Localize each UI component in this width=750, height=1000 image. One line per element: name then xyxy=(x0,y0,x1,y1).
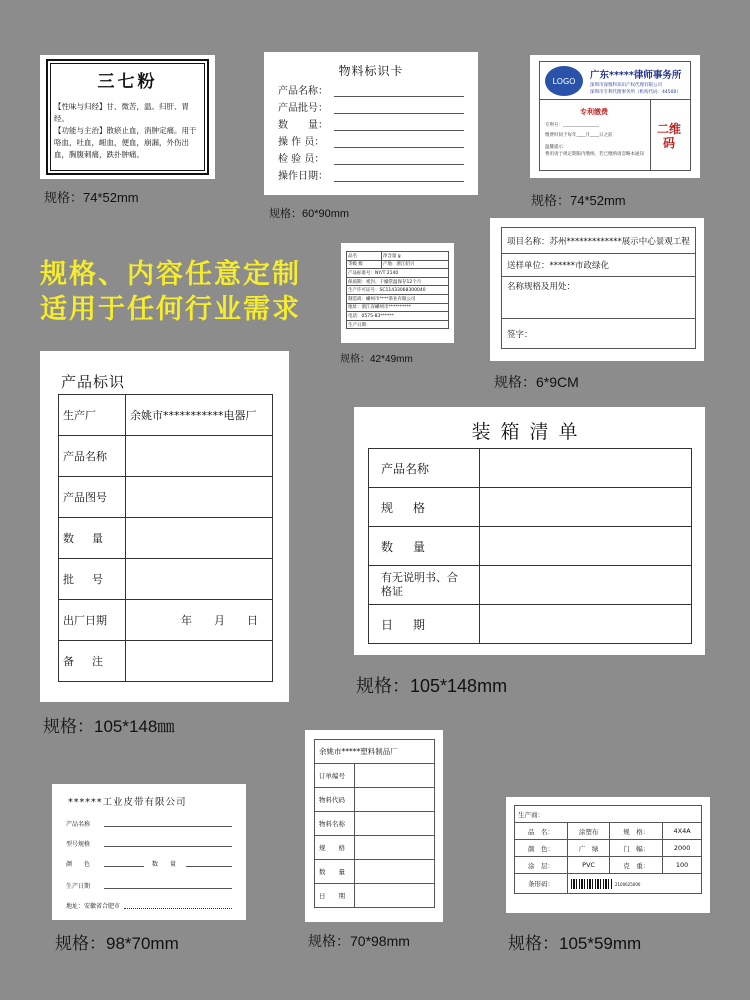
label-table: 产品名称 规格 数量 有无说明书、合格证 日期 xyxy=(368,448,692,644)
label-table: 项目名称：苏州*************展示中心景观工程 送样单位：******市政绿化 名称规格及用处： 签字： xyxy=(501,227,696,349)
label-card-cloth xyxy=(506,797,710,913)
label-table: 生产厂 余姚市***********电器厂 产品名称 产品图号 数量 批号 出厂日期 年 月 日 备注 xyxy=(58,394,273,682)
qr-code-placeholder: 二维码 xyxy=(657,122,682,150)
firm-sub: 深圳市深慎科知识产权代理有限公司 xyxy=(590,83,662,88)
label-card-lawyer: LOGO 广东*****律师事务所 深圳市深慎科知识产权代理有限公司 深圳市专利代理事务所（机构代码：44500） 专利缴费 专利号：________________ 缴费时间于每年____月____日之前 温馨提示： 费用请于规定期限内缴纳，若已缴纳请忽略本通知 二维码 xyxy=(530,55,700,178)
label-card-product xyxy=(40,351,289,702)
spec-label: 规格：105*148mm xyxy=(356,676,508,696)
spec-label: 规格：60*90mm xyxy=(269,208,350,220)
card-body: 【性味与归经】甘、微苦，温。归肝、胃经。 【功能与主治】散瘀止血，消肿定痛。用于咯血，吐血，衄血，便血，崩漏，外伤出血，胸腹刺痛，跌扑肿痛。 xyxy=(54,102,197,159)
spec-label: 规格：105*148㎜ xyxy=(43,717,175,736)
label-table: 生产商： 品 名： 涂塑布 规 格： 4X4A 颜 色： 广 绿 门 幅： 2000 涂 层： PVC 克 重： 100 条形码： 2100625006 xyxy=(514,805,702,894)
form-row: 检 验 员： xyxy=(278,148,464,165)
barcode-number: 2100625006 xyxy=(614,881,641,887)
spec-label: 规格：74*52mm xyxy=(44,190,139,205)
label-card-small-product xyxy=(341,243,454,343)
card-title: 装箱清单 xyxy=(471,421,588,443)
form-row: 操 作 员： xyxy=(278,131,464,148)
slogan-line-1: 规格、内容任意定制 xyxy=(40,259,301,290)
card-title: 产品标识 xyxy=(61,373,126,391)
form-row: 数 量： xyxy=(278,114,464,131)
spec-label: 规格：98*70mm xyxy=(55,934,179,953)
label-card-belt: ******工业皮带有限公司 产品名称 型号规格 颜 色 数 量 生产日期 地址：安徽省合肥市 xyxy=(52,784,246,920)
form-row: 操作日期： xyxy=(278,165,464,182)
slogan-line-2: 适用于任何行业需求 xyxy=(40,294,301,325)
card-title: ******工业皮带有限公司 xyxy=(68,797,187,808)
firm-name: 广东*****律师事务所 xyxy=(590,70,682,81)
logo-badge: LOGO xyxy=(545,66,583,96)
label-card-plastic xyxy=(305,730,443,922)
label-card-material xyxy=(264,52,478,195)
firm-sub: 深圳市专利代理事务所（机构代码：44500） xyxy=(590,90,681,95)
spec-label: 规格：42*49mm xyxy=(340,354,413,365)
card-title: 物料标识卡 xyxy=(338,64,404,78)
spec-label: 规格：74*52mm xyxy=(531,193,626,208)
label-card-sanqi xyxy=(40,55,215,179)
label-card-packing-list xyxy=(354,407,705,655)
spec-label: 规格：105*59mm xyxy=(508,934,642,953)
barcode-icon xyxy=(571,879,613,889)
label-card-project xyxy=(490,218,704,361)
form-row: 产品名称： xyxy=(278,80,464,97)
label-table: 品名 净含量 g 等级 级 产地：浙江绍兴 产品标准号：NY/T 2140 保质期：密封、干燥常温保存12个月 生产许可证号：SC11433068300040 制造商：嵊州市****茶业有限公司 地址：浙江省嵊州市********** 电话：0575-83****** 生产日期： xyxy=(346,251,449,329)
fee-title: 专利缴费 xyxy=(580,108,608,116)
label-table: 余姚市*****塑料制品厂 订单编号 物料代码 物料名称 规 格 数 量 日 期 xyxy=(314,739,435,908)
spec-label: 规格：70*98mm xyxy=(308,933,410,949)
form-row: 产品批号： xyxy=(278,97,464,114)
spec-label: 规格：6*9CM xyxy=(494,374,579,390)
card-title: 三七粉 xyxy=(97,72,158,92)
